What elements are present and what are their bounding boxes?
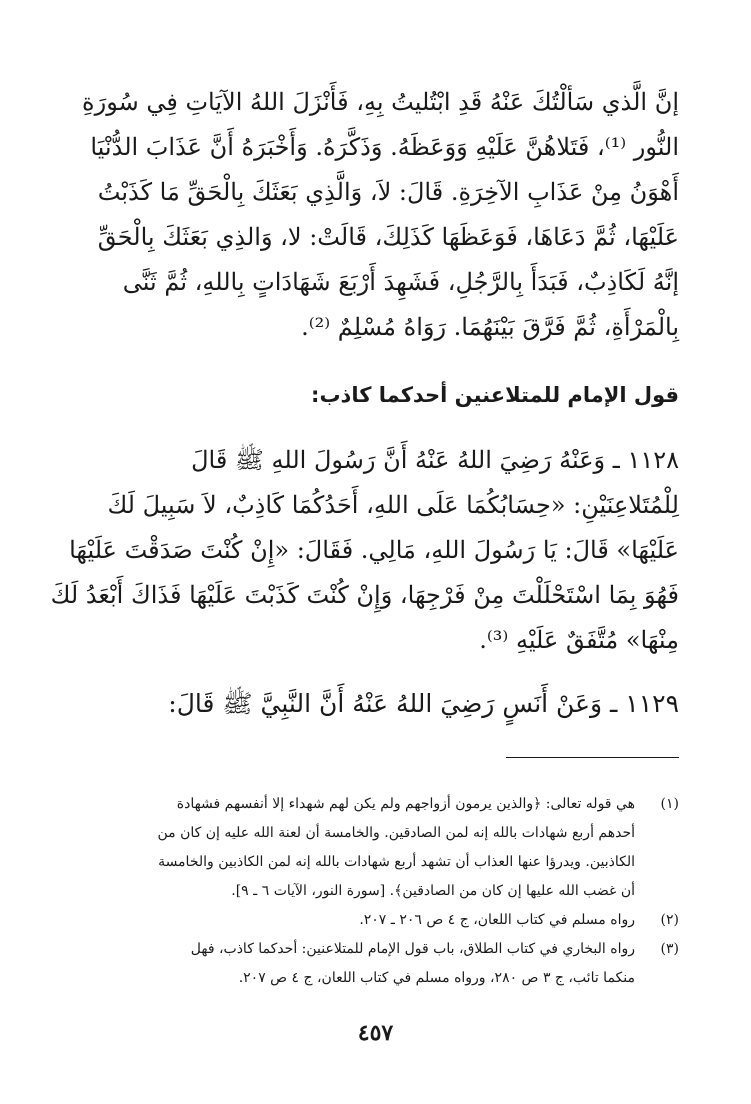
footnote-line: هي قوله تعالى: ﴿والذين يرمون أزواجهم ولم يكن لهم شهداء إلا أنفسهم فشهادة xyxy=(176,796,635,812)
footnote-number: (٢) xyxy=(660,912,679,928)
footnote-line: أحدهم أربع شهادات بالله إنه لمن الصادقين. والخامسة أن لعنة الله عليه إن كان من xyxy=(157,825,635,841)
text-line: مِنْهَا» مُتَّفَقٌ عَلَيْهِ ⁽³⁾. xyxy=(479,626,679,654)
footnotes xyxy=(118,790,679,993)
paragraph-hadith-1129: ١١٢٩ ـ وَعَنْ أَنَسٍ رَضِيَ اللهُ عَنْهُ أَنَّ النَّبِيَّ ﷺ قَالَ: xyxy=(168,689,679,718)
footnote-number: (١) xyxy=(660,796,679,812)
footnote-line: الكاذبين. ويدرؤا عنها العذاب أن تشهد أربع شهادات بالله إنه لمن الكاذبين والخامسة xyxy=(158,854,635,870)
text-line: بِالْمَرْأَةِ، ثُمَّ فَرَّقَ بَيْنَهُمَا. رَوَاهُ مُسْلِمٌ ⁽²⁾. xyxy=(301,313,679,341)
text-line: إنَّهُ لَكَاذِبٌ، فَبَدَأَ بِالرَّجُلِ، فَشَهِدَ أَرْبَعَ شَهَادَاتٍ بِاللهِ، ثُمَّ ثَنَّى xyxy=(122,268,679,296)
text-line: فَهُوَ بِمَا اسْتَحْلَلْتَ مِنْ فَرْجِهَا، وَإِنْ كُنْتَ كَذَبْتَ عَلَيْهَا فَذَاكَ أَبْعَدُ لَكَ xyxy=(50,581,679,609)
footnote-line: رواه البخاري في كتاب الطلاق، باب قول الإمام للمتلاعنين: أحدكما كاذب، فهل xyxy=(190,941,635,957)
footnote-body xyxy=(118,935,635,993)
footnote xyxy=(118,790,679,906)
footnote-separator xyxy=(506,757,679,758)
text-line: أَهْوَنُ مِنْ عَذَابِ الآخِرَةِ. قَالَ: لاَ، وَالَّذِي بَعَثَكَ بِالْحَقِّ مَا كَذَبْتُ xyxy=(97,178,679,206)
text-line: النُّور ⁽¹⁾، فَتَلاهُنَّ عَلَيْهِ وَوَعَظَهُ. وَذَكَّرَهُ. وَأَخْبَرَهُ أَنَّ عَذَابَ الدُّنْيَا xyxy=(90,133,679,161)
paragraph-hadith-1128 xyxy=(50,438,679,663)
footnote-body xyxy=(118,906,635,935)
footnote-line: رواه مسلم في كتاب اللعان، ج ٤ ص ٢٠٦ ـ ٢٠٧. xyxy=(359,912,635,928)
text-line: إنَّ الَّذي سَألْتُكَ عَنْهُ قَدِ ابْتُليتُ بِهِ، فَأَنْزَلَ اللهُ الآيَاتِ فِي سُورَةِ xyxy=(82,88,679,116)
footnote-line: أن غضب الله عليها إن كان من الصادقين﴾. [سورة النور، الآيات ٦ ـ ٩]. xyxy=(231,883,635,899)
text-line: عَلَيْهَا» قَالَ: يَا رَسُولَ اللهِ، مَالِي. فَقَالَ: «إِنْ كُنْتَ صَدَقْتَ عَلَيْهَا xyxy=(69,536,679,564)
footnote-number: (٣) xyxy=(660,941,679,957)
paragraph-hadith-continuation xyxy=(82,80,679,350)
text-line: لِلْمُتَلاعِنَيْنِ: «حِسَابُكُمَا عَلَى اللهِ، أَحَدُكُمَا كَاذِبٌ، لاَ سَبِيلَ لَكَ xyxy=(107,491,679,519)
footnote xyxy=(118,906,679,935)
text-line: ١١٢٨ ـ وَعَنْهُ رَضِيَ اللهُ عَنْهُ أَنَّ رَسُولَ اللهِ ﷺ قَالَ xyxy=(191,446,679,474)
page-number: ٤٥٧ xyxy=(357,1020,394,1046)
footnote-body xyxy=(118,790,635,906)
footnote-line: منكما تائب، ج ٣ ص ٢٨٠، ورواه مسلم في كتاب اللعان، ج ٤ ص ٢٠٧. xyxy=(238,970,635,986)
footnote xyxy=(118,935,679,993)
text-line: عَلَيْهَا، ثُمَّ دَعَاهَا، فَوَعَظَهَا كَذَلِكَ، قَالَتْ: لا، وَالذِي بَعَثَكَ بِالْحَقِّ xyxy=(97,223,679,251)
section-heading: قول الإمام للمتلاعنين أحدكما كاذب: xyxy=(311,383,679,407)
